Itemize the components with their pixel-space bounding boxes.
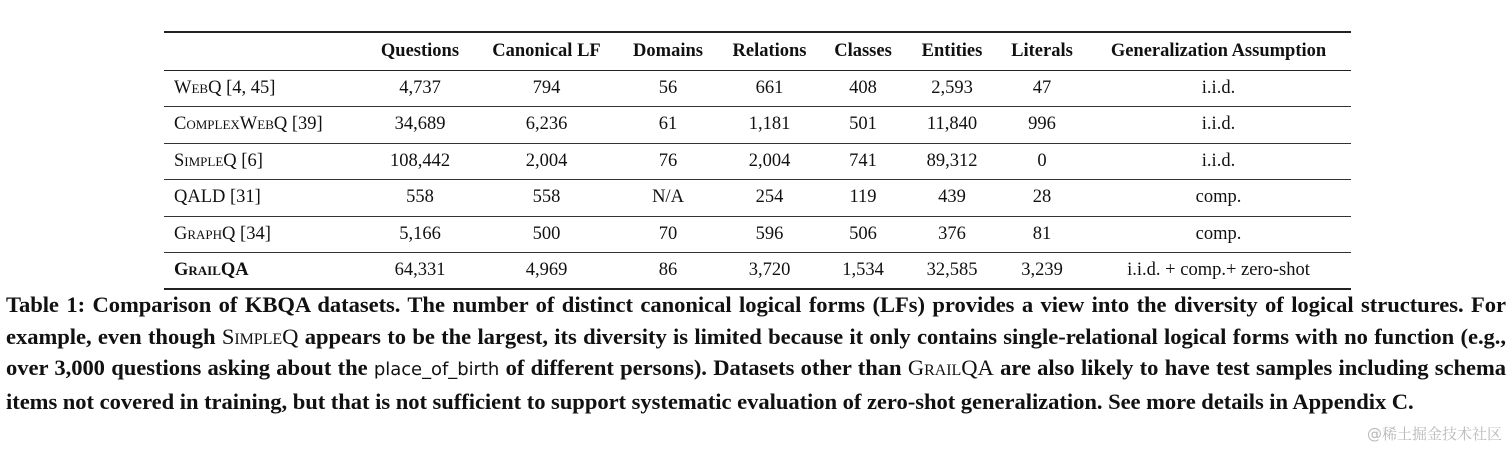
cell-questions: 108,442 [364, 143, 476, 180]
table-row [164, 107, 1351, 144]
header-canonical-lf: Canonical LF [476, 32, 617, 70]
cell-questions: 4,737 [364, 70, 476, 107]
table-row [164, 70, 1351, 107]
header-generalization-assumption: Generalization Assumption [1086, 32, 1351, 70]
dataset-ref: [34] [235, 223, 271, 244]
cell-canonical-lf: 6,236 [476, 107, 617, 144]
dataset-name [164, 253, 364, 290]
comparison-table-container [164, 31, 1351, 290]
caption-text: are also likely to have test samples including schema items not covered in training, but that is not sufficient to support systematic evaluation of zero-shot generalization. See more details in Appendix C. [6, 355, 1507, 414]
caption-text: appears to be the largest, its diversity is limited because it only contains single-relational logical forms with no function (e.g., over 3,000 questions asking about the [6, 323, 1506, 381]
dataset-name [164, 70, 364, 107]
cell-entities: 89,312 [906, 143, 998, 180]
cell-literals: 996 [998, 107, 1086, 144]
cell-questions: 34,689 [364, 107, 476, 144]
cell-generalization: comp. [1086, 180, 1351, 217]
cell-relations: 596 [719, 216, 820, 253]
dataset-name [164, 180, 364, 217]
caption-grailqa: GrailQA [907, 355, 994, 381]
table-header-row [164, 32, 1351, 70]
dataset-ref: [31] [225, 187, 261, 208]
header-dataset [164, 32, 364, 70]
cell-domains: 61 [617, 107, 719, 144]
cell-entities: 32,585 [906, 253, 998, 290]
header-questions: Questions [364, 32, 476, 70]
table-row [164, 253, 1351, 290]
cell-literals: 47 [998, 70, 1086, 107]
cell-canonical-lf: 2,004 [476, 143, 617, 180]
dataset-label: WebQ [174, 77, 222, 98]
table-row [164, 180, 1351, 217]
cell-entities: 2,593 [906, 70, 998, 107]
cell-relations: 3,720 [719, 253, 820, 290]
cell-generalization: comp. [1086, 216, 1351, 253]
header-entities: Entities [906, 32, 998, 70]
cell-generalization: i.i.d. [1086, 143, 1351, 180]
cell-generalization: i.i.d. [1086, 70, 1351, 107]
cell-relations: 661 [719, 70, 820, 107]
table-row [164, 143, 1351, 180]
header-classes: Classes [820, 32, 906, 70]
cell-domains: 86 [617, 253, 719, 290]
header-domains: Domains [617, 32, 719, 70]
cell-classes: 408 [820, 70, 906, 107]
cell-classes: 1,534 [820, 253, 906, 290]
dataset-label: GraphQ [174, 223, 236, 244]
cell-entities: 439 [906, 180, 998, 217]
cell-literals: 0 [998, 143, 1086, 180]
dataset-ref: [4, 45] [221, 77, 276, 98]
dataset-label: ComplexWebQ [174, 114, 288, 135]
table-row [164, 216, 1351, 253]
cell-questions: 558 [364, 180, 476, 217]
dataset-ref: [39] [287, 114, 323, 135]
cell-literals: 81 [998, 216, 1086, 253]
cell-domains: N/A [617, 180, 719, 217]
cell-entities: 376 [906, 216, 998, 253]
dataset-name [164, 107, 364, 144]
cell-canonical-lf: 558 [476, 180, 617, 217]
caption-simpleq: SimpleQ [221, 323, 299, 349]
cell-canonical-lf: 794 [476, 70, 617, 107]
caption-code: place_of_birth [373, 359, 500, 381]
dataset-ref: [6] [236, 150, 263, 171]
cell-generalization: i.i.d. + comp.+ zero-shot [1086, 253, 1351, 290]
cell-literals: 28 [998, 180, 1086, 217]
cell-relations: 1,181 [719, 107, 820, 144]
cell-canonical-lf: 500 [476, 216, 617, 253]
header-literals: Literals [998, 32, 1086, 70]
header-relations: Relations [719, 32, 820, 70]
cell-domains: 56 [617, 70, 719, 107]
cell-domains: 76 [617, 143, 719, 180]
cell-classes: 501 [820, 107, 906, 144]
cell-entities: 11,840 [906, 107, 998, 144]
cell-literals: 3,239 [998, 253, 1086, 290]
dataset-label: QALD [174, 187, 226, 208]
dataset-label: SimpleQ [174, 150, 237, 171]
cell-questions: 5,166 [364, 216, 476, 253]
cell-relations: 2,004 [719, 143, 820, 180]
cell-classes: 119 [820, 180, 906, 217]
cell-relations: 254 [719, 180, 820, 217]
cell-domains: 70 [617, 216, 719, 253]
dataset-label: GrailQA [174, 260, 249, 280]
cell-questions: 64,331 [364, 253, 476, 290]
dataset-name [164, 143, 364, 180]
cell-canonical-lf: 4,969 [476, 253, 617, 290]
caption-text: Table 1: Comparison of KBQA datasets. The number of distinct canonical logical forms (LFs) provides a view into the diversity of logical structures. For example, even though [6, 292, 1506, 349]
caption-text: of different persons). Datasets other than [499, 355, 908, 381]
watermark: @稀土掘金技术社区 [1366, 425, 1502, 443]
cell-classes: 506 [820, 216, 906, 253]
cell-classes: 741 [820, 143, 906, 180]
table-caption [6, 289, 1506, 417]
comparison-table [164, 31, 1351, 290]
dataset-name [164, 216, 364, 253]
cell-generalization: i.i.d. [1086, 107, 1351, 144]
